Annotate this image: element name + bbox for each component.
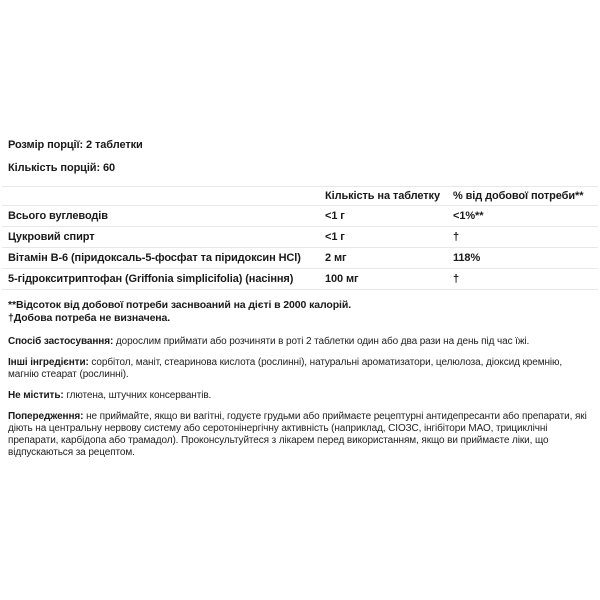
nutrient-name: Всього вуглеводів — [8, 210, 108, 222]
nutrient-amount: 100 мг — [325, 273, 359, 285]
servings-count-line: Кількість порцій: 60 — [8, 162, 116, 174]
other-ingredients-text: сорбітол, маніт, стеаринова кислота (рослинні), натуральні ароматизатори, целюлоза, діоксид кремнію, магнію стеарат (рослинні). — [8, 357, 563, 380]
supplement-facts-table — [2, 186, 598, 290]
serving-info — [8, 139, 592, 175]
does-not-contain-label: Не містить: — [8, 390, 64, 401]
nutrient-amount: <1 г — [325, 210, 345, 222]
usage-text: дорослим приймати або розчиняти в роті 2 таблетки один або два рази на день під час їжі. — [115, 336, 530, 347]
nutrient-daily-value: <1%** — [453, 210, 484, 222]
info-paragraphs — [8, 336, 592, 459]
table-row — [2, 248, 598, 269]
other-ingredients-paragraph — [8, 357, 592, 381]
footnote-daily-value: **Відсоток від добової потреби заснвоаний на дієті в 2000 калорій. — [8, 299, 352, 311]
warning-label: Попередження: — [8, 411, 84, 422]
usage-paragraph — [8, 336, 592, 348]
nutrient-amount: 2 мг — [325, 252, 347, 264]
warning-text: не приймайте, якщо ви вагітні, годуєте грудьми або приймаєте рецептурні антидепресанти або препарати, які діють на центральну нервову систему або серотонінергічну активність (наприклад, СІОЗС, інгібітори МАО, трициклічні препарати, карбідопа або трамадол). Проконсультуйтеся з лікарем перед використанням, якщо ви приймаєте ліки, що відпускаються за рецептом. — [8, 411, 587, 458]
nutrient-name: Вітамін B-6 (піридоксаль-5-фосфат та піридоксин HCl) — [8, 252, 301, 264]
table-row — [2, 206, 598, 227]
nutrient-name: Цукровий спирт — [8, 231, 95, 243]
column-header-amount: Кількість на таблетку — [325, 190, 440, 202]
warning-paragraph — [8, 411, 592, 459]
does-not-contain-paragraph — [8, 390, 592, 402]
other-ingredients-label: Інші інгредієнти: — [8, 357, 89, 368]
footnotes — [8, 299, 592, 325]
footnote-dagger: †Добова потреба не визначена. — [8, 312, 171, 324]
does-not-contain-text: глютена, штучних консервантів. — [66, 390, 212, 401]
nutrient-daily-value: † — [453, 273, 460, 285]
nutrient-daily-value: † — [453, 231, 460, 243]
serving-size-line: Розмір порції: 2 таблетки — [8, 139, 143, 151]
usage-label: Спосіб застосування: — [8, 336, 114, 347]
nutrient-name: 5-гідрокситриптофан (Griffonia simplicifolia) (насіння) — [8, 273, 294, 285]
table-header-row — [2, 187, 598, 206]
nutrient-amount: <1 г — [325, 231, 345, 243]
table-row — [2, 227, 598, 248]
column-header-daily-value: % від добової потреби** — [453, 190, 584, 202]
table-row — [2, 269, 598, 290]
nutrient-daily-value: 118% — [453, 252, 481, 264]
